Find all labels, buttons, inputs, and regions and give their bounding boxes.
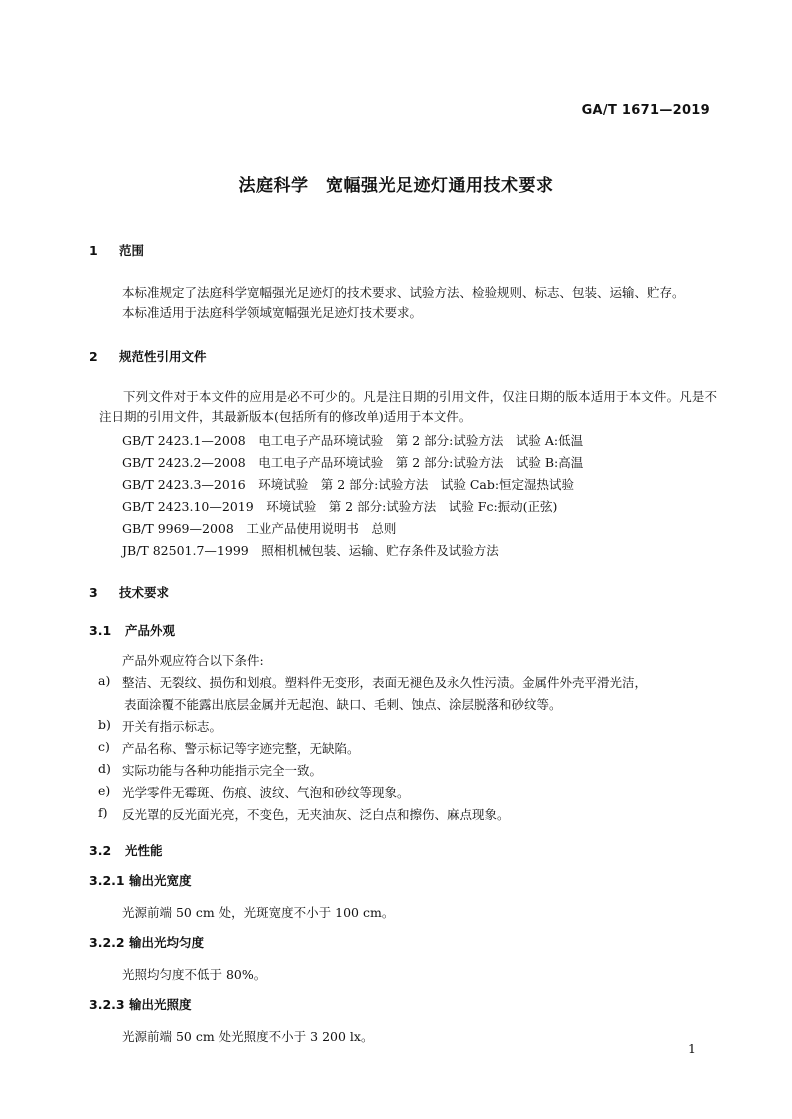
- section-title: 技术要求: [119, 585, 170, 600]
- list-item: [98, 783, 410, 801]
- illuminance-text: 光源前端 50 cm 处光照度不小于 3 200 lx。: [122, 1029, 374, 1044]
- subsection-number: 3.2.3: [89, 997, 125, 1012]
- list-item: [98, 717, 223, 735]
- subsection-3-2-3-heading: [89, 995, 192, 1013]
- list-marker: b): [98, 717, 111, 732]
- subsection-3-2-2-heading: [89, 933, 204, 951]
- reference-item: GB/T 2423.2—2008 电工电子产品环境试验 第 2 部分:试验方法 试验 B:高温: [122, 455, 584, 470]
- standard-code: GA/T 1671—2019: [581, 103, 710, 118]
- section-number: 3: [89, 585, 98, 600]
- list-text: 整洁、无裂纹、损伤和划痕。塑料件无变形，表面无褪色及永久性污渍。金属件外壳平滑光洁，: [122, 675, 648, 690]
- list-text: 光学零件无霉斑、伤痕、波纹、气泡和砂纹等现象。: [122, 785, 410, 800]
- list-marker: c): [98, 739, 110, 754]
- list-item: [98, 761, 323, 779]
- list-marker: d): [98, 761, 111, 776]
- list-item-continuation: 表面涂覆不能露出底层金属并无起泡、缺口、毛刺、蚀点、涂层脱落和砂纹等。: [124, 697, 562, 712]
- reference-item: GB/T 2423.1—2008 电工电子产品环境试验 第 2 部分:试验方法 试验 A:低温: [122, 433, 584, 448]
- references-intro: 下列文件对于本文件的应用是必不可少的。凡是注日期的引用文件，仅注日期的版本适用于本文件。凡是不注日期的引用文件，其最新版本(包括所有的修改单)适用于本文件。: [99, 389, 717, 424]
- subsection-number: 3.2.2: [89, 935, 125, 950]
- reference-item: GB/T 9969—2008 工业产品使用说明书 总则: [122, 521, 397, 536]
- subsection-3-2-1-heading: [89, 871, 192, 889]
- reference-item: GB/T 2423.3—2016 环境试验 第 2 部分:试验方法 试验 Cab:恒定湿热试验: [122, 477, 575, 492]
- list-item: [98, 673, 648, 691]
- list-marker: a): [98, 673, 111, 688]
- section-title: 规范性引用文件: [119, 349, 207, 364]
- section-2-heading: [89, 347, 207, 365]
- subsection-title: 输出光均匀度: [129, 935, 205, 950]
- uniformity-text: 光照均匀度不低于 80%。: [122, 967, 267, 982]
- subsection-3-2-heading: [89, 841, 163, 859]
- list-text: 反光罩的反光面光亮，不变色，无夹油灰、泛白点和擦伤、麻点现象。: [122, 807, 510, 822]
- section-title: 范围: [119, 243, 145, 258]
- subsection-title: 产品外观: [125, 623, 176, 638]
- scope-paragraph-2: 本标准适用于法庭科学领域宽幅强光足迹灯技术要求。: [122, 305, 423, 320]
- section-number: 2: [89, 349, 98, 364]
- subsection-title: 输出光宽度: [129, 873, 192, 888]
- list-marker: f): [98, 805, 108, 820]
- subsection-title: 光性能: [125, 843, 163, 858]
- section-3-heading: [89, 583, 169, 601]
- subsection-number: 3.2.1: [89, 873, 125, 888]
- list-item: [98, 805, 510, 823]
- section-number: 1: [89, 243, 98, 258]
- subsection-title: 输出光照度: [129, 997, 192, 1012]
- page-number: 1: [688, 1041, 696, 1056]
- list-text: 实际功能与各种功能指示完全一致。: [122, 763, 323, 778]
- document-title: 法庭科学 宽幅强光足迹灯通用技术要求: [238, 176, 554, 196]
- subsection-number: 3.2: [89, 843, 112, 858]
- reference-item: GB/T 2423.10—2019 环境试验 第 2 部分:试验方法 试验 Fc:振动(正弦): [122, 499, 558, 514]
- section-1-heading: [89, 241, 144, 259]
- appearance-intro: 产品外观应符合以下条件:: [122, 653, 264, 668]
- list-item: [98, 739, 360, 757]
- list-text: 产品名称、警示标记等字迹完整，无缺陷。: [122, 741, 360, 756]
- list-text: 开关有指示标志。: [122, 719, 223, 734]
- list-marker: e): [98, 783, 111, 798]
- subsection-3-1-heading: [89, 621, 175, 639]
- subsection-number: 3.1: [89, 623, 112, 638]
- output-width-text: 光源前端 50 cm 处，光斑宽度不小于 100 cm。: [122, 905, 395, 920]
- reference-item: JB/T 82501.7—1999 照相机械包装、运输、贮存条件及试验方法: [122, 543, 499, 558]
- scope-paragraph-1: 本标准规定了法庭科学宽幅强光足迹灯的技术要求、试验方法、检验规则、标志、包装、运输、贮存。: [122, 285, 685, 300]
